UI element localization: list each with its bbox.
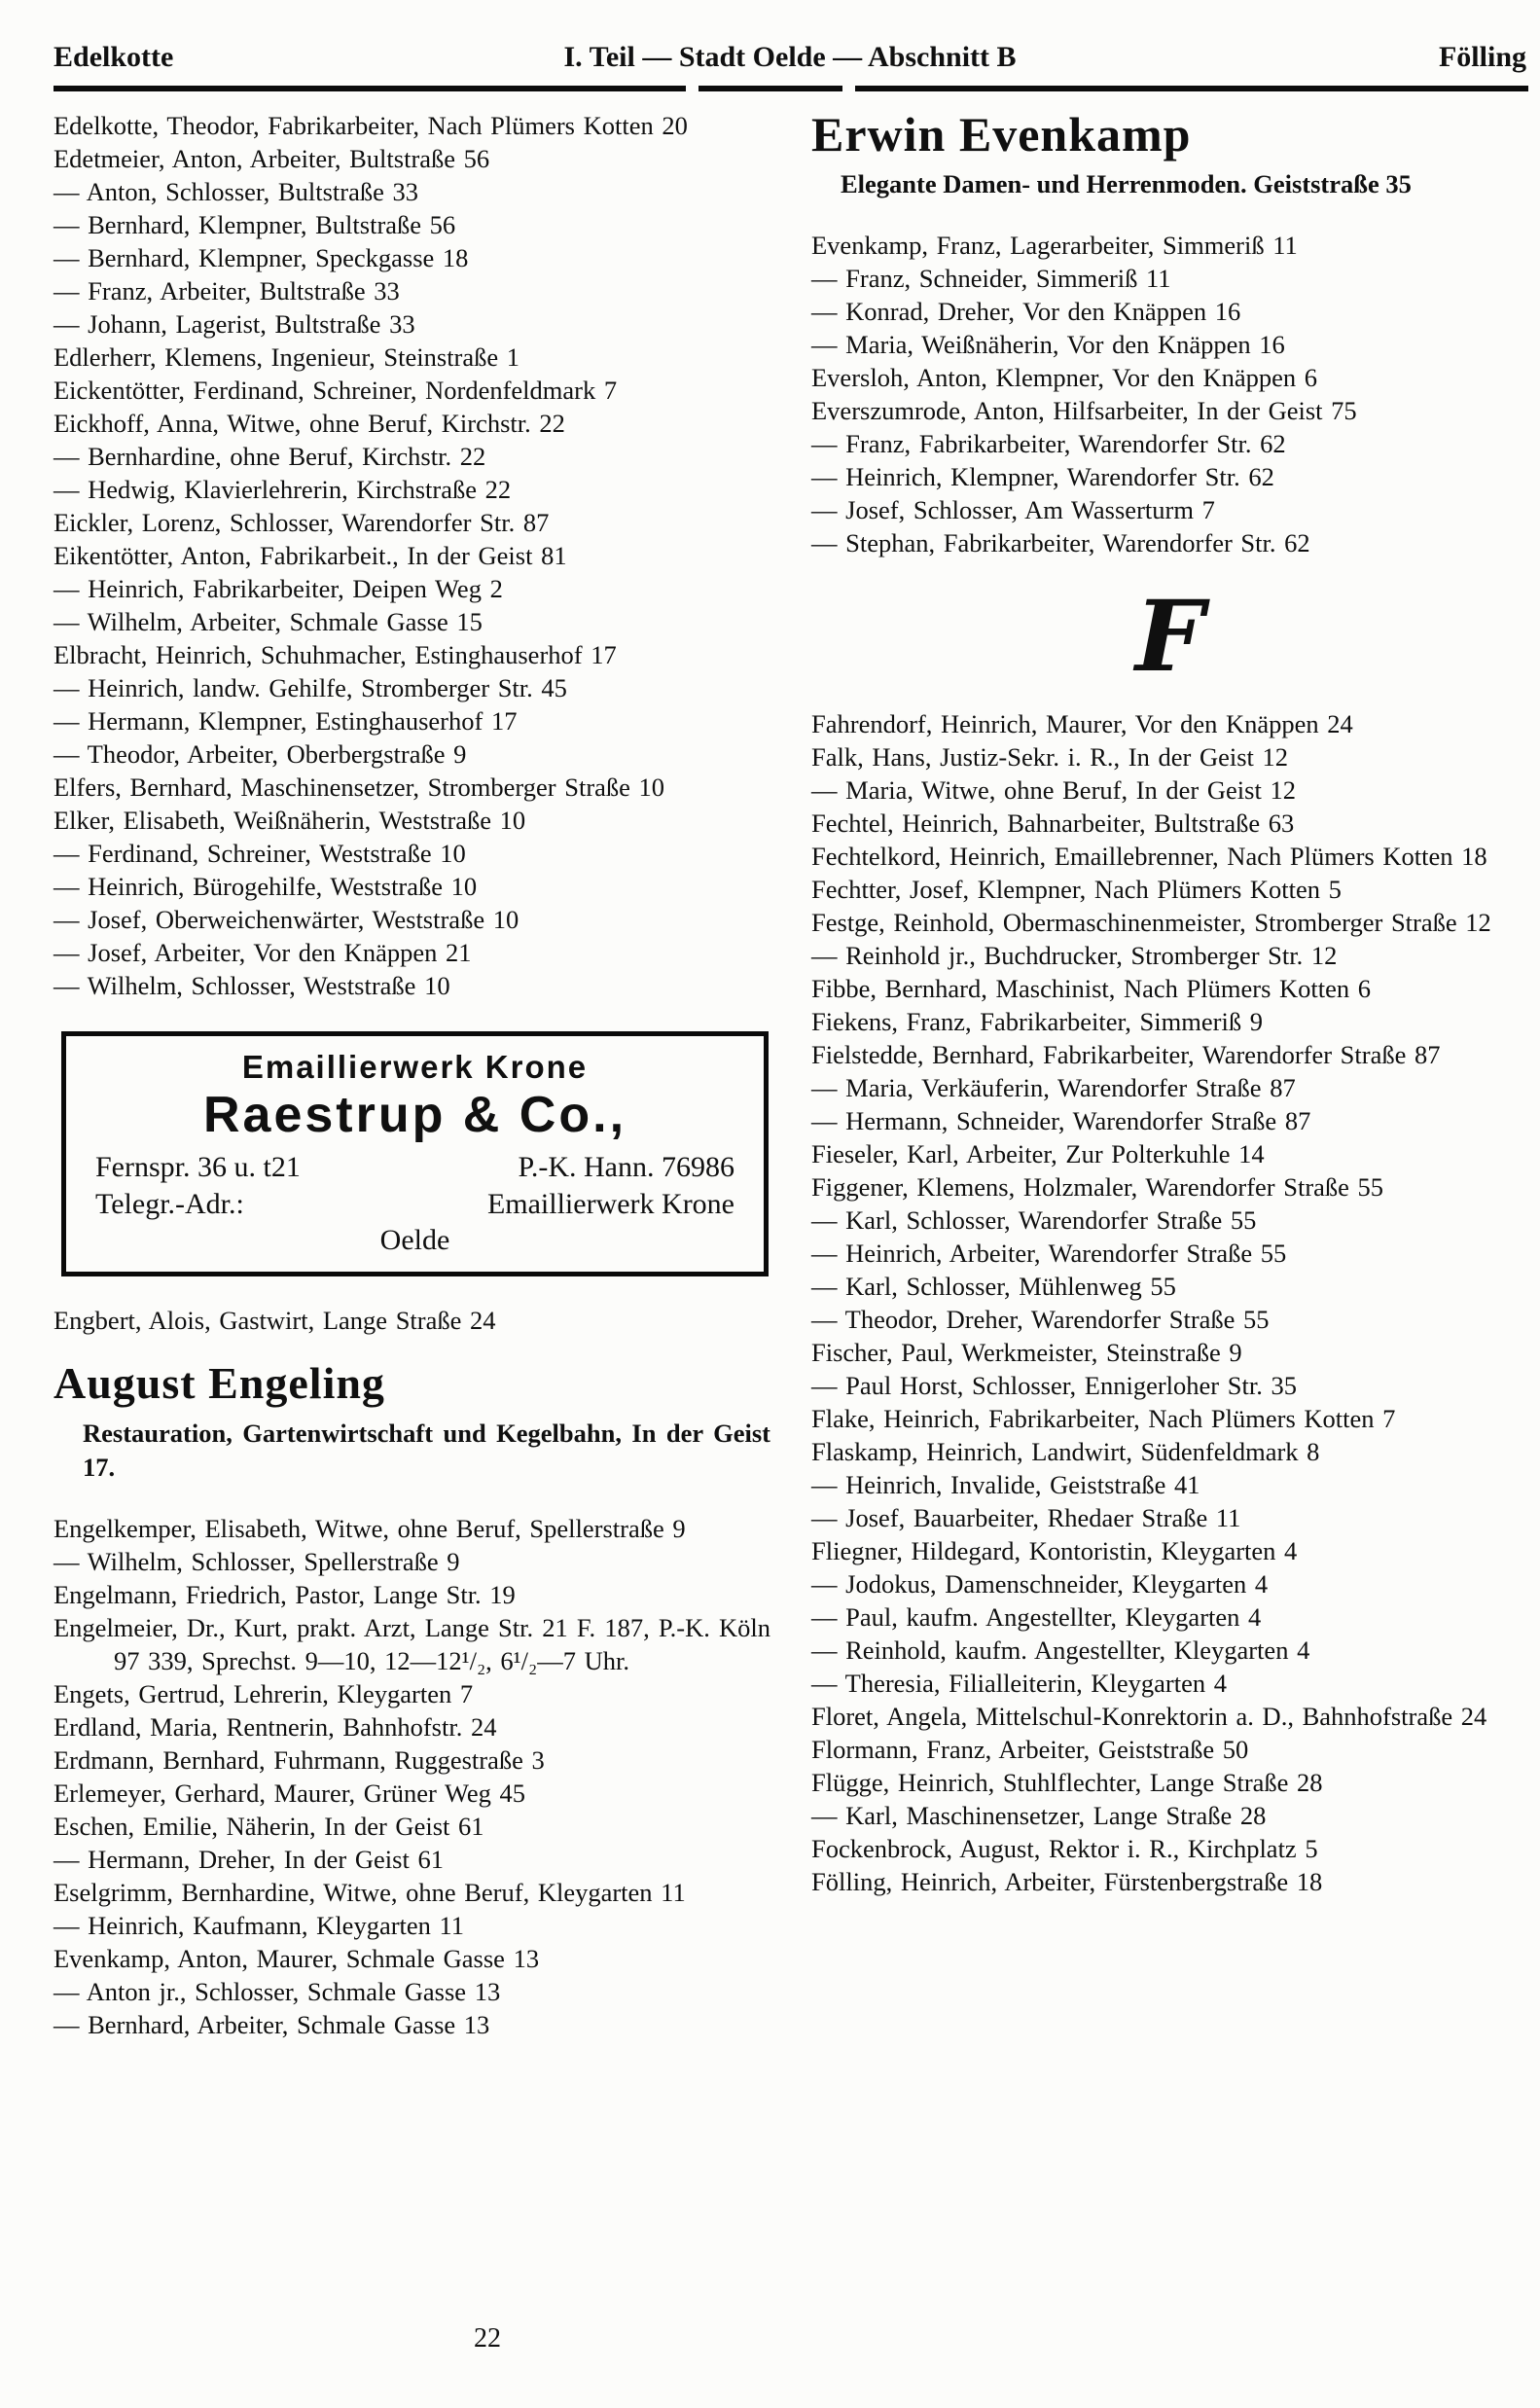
directory-entry: — Heinrich, Klempner, Warendorfer Str. 62	[811, 462, 1274, 491]
directory-entry: — Bernhardine, ohne Beruf, Kirchstr. 22	[54, 442, 486, 471]
directory-entry: — Josef, Oberweichenwärter, Weststraße 10	[54, 905, 519, 934]
directory-entry: Flaskamp, Heinrich, Landwirt, Südenfeldmark 8	[811, 1437, 1320, 1466]
directory-entry: — Bernhard, Arbeiter, Schmale Gasse 13	[54, 2010, 490, 2039]
directory-entry: Fiekens, Franz, Fabrikarbeiter, Simmeriß 9	[811, 1007, 1263, 1036]
directory-entry: — Anton, Schlosser, Bultstraße 33	[54, 177, 418, 206]
directory-entry: — Hermann, Schneider, Warendorfer Straße 87	[811, 1106, 1311, 1135]
directory-entry: Eschen, Emilie, Näherin, In der Geist 61	[54, 1812, 484, 1841]
directory-entry: Elker, Elisabeth, Weißnäherin, Weststraße 10	[54, 806, 526, 835]
right-column	[811, 109, 1528, 2041]
directory-entry: Fliegner, Hildegard, Kontoristin, Kleygarten 4	[811, 1536, 1298, 1565]
directory-entry: Erlemeyer, Gerhard, Maurer, Grüner Weg 45	[54, 1779, 525, 1808]
directory-entry: — Josef, Bauarbeiter, Rhedaer Straße 11	[811, 1503, 1241, 1532]
directory-entry: Edelkotte, Theodor, Fabrikarbeiter, Nach Plümers Kotten 20	[54, 111, 688, 140]
directory-entry: Everszumrode, Anton, Hilfsarbeiter, In der Geist 75	[811, 396, 1357, 425]
directory-entry: Elfers, Bernhard, Maschinensetzer, Stromberger Straße 10	[54, 773, 665, 802]
entries-e-part3	[811, 229, 1528, 559]
directory-entry: — Paul, kaufm. Angestellter, Kleygarten 4	[811, 1602, 1262, 1632]
page-title: I. Teil — Stadt Oelde — Abschnitt B	[563, 41, 1017, 73]
entries-f	[811, 707, 1528, 1898]
directory-entry: Fechtelkord, Heinrich, Emaillebrenner, Nach Plümers Kotten 18	[811, 842, 1487, 871]
directory-entry: Edlerherr, Klemens, Ingenieur, Steinstraße 1	[54, 342, 520, 372]
directory-entry: — Reinhold jr., Buchdrucker, Stromberger Str. 12	[811, 941, 1338, 970]
directory-entry: Eickhoff, Anna, Witwe, ohne Beruf, Kirchstr. 22	[54, 409, 565, 438]
directory-entry: — Theresia, Filialleiterin, Kleygarten 4	[811, 1669, 1227, 1698]
ad-phone: Fernspr. 36 u. t21	[95, 1151, 301, 1183]
header-rule	[54, 86, 1528, 91]
directory-entry: — Bernhard, Klempner, Bultstraße 56	[54, 210, 456, 239]
directory-entry: Eickler, Lorenz, Schlosser, Warendorfer Str. 87	[54, 508, 550, 537]
directory-entry: Eikentötter, Anton, Fabrikarbeit., In der Geist 81	[54, 541, 567, 570]
directory-entry: Elbracht, Heinrich, Schuhmacher, Estinghauserhof 17	[54, 640, 617, 669]
directory-entry: Edetmeier, Anton, Arbeiter, Bultstraße 56	[54, 144, 490, 173]
ad-city: Oelde	[379, 1224, 450, 1256]
section-letter-f: F	[1135, 579, 1204, 694]
directory-entry: — Maria, Weißnäherin, Vor den Knäppen 16	[811, 330, 1285, 359]
directory-entry: — Franz, Arbeiter, Bultstraße 33	[54, 276, 400, 305]
heading-august-engeling-subtitle: Restauration, Gartenwirtschaft und Kegelbahn, In der Geist 17.	[83, 1419, 770, 1482]
directory-entry: — Josef, Schlosser, Am Wasserturm 7	[811, 495, 1215, 524]
directory-entry: — Hermann, Dreher, In der Geist 61	[54, 1845, 444, 1874]
entries-e-part2	[54, 1512, 770, 2041]
ad-telegram-label: Telegr.-Adr.:	[95, 1188, 244, 1220]
directory-entry: — Karl, Maschinensetzer, Lange Straße 28	[811, 1801, 1267, 1830]
directory-entry: Erdland, Maria, Rentnerin, Bahnhofstr. 24	[54, 1712, 497, 1742]
directory-entry: Engelmann, Friedrich, Pastor, Lange Str. 19	[54, 1580, 516, 1609]
directory-entry: — Theodor, Dreher, Warendorfer Straße 55	[811, 1305, 1270, 1334]
ad-postal: P.-K. Hann. 76986	[518, 1151, 734, 1183]
directory-entry: — Karl, Schlosser, Mühlenweg 55	[811, 1272, 1176, 1301]
directory-entry: — Franz, Fabrikarbeiter, Warendorfer Str. 62	[811, 429, 1286, 458]
header-rule-segment	[855, 86, 1528, 91]
directory-entry: — Anton jr., Schlosser, Schmale Gasse 13	[54, 1977, 501, 2006]
entries-e-part1	[54, 109, 770, 1002]
directory-entry: — Konrad, Dreher, Vor den Knäppen 16	[811, 297, 1241, 326]
ad-telegram-value: Emaillierwerk Krone	[486, 1188, 734, 1220]
directory-entry: Fölling, Heinrich, Arbeiter, Fürstenbergstraße 18	[811, 1867, 1323, 1896]
ad-company: Raestrup & Co.,	[202, 1087, 627, 1143]
directory-entry: Figgener, Klemens, Holzmaler, Warendorfer Straße 55	[811, 1172, 1384, 1202]
directory-entry: Engets, Gertrud, Lehrerin, Kleygarten 7	[54, 1679, 474, 1708]
directory-entry: Engelkemper, Elisabeth, Witwe, ohne Beruf, Spellerstraße 9	[54, 1514, 686, 1543]
left-column	[54, 109, 770, 2041]
directory-entry: — Heinrich, landw. Gehilfe, Stromberger Str. 45	[54, 673, 567, 702]
directory-entry: — Maria, Verkäuferin, Warendorfer Straße 87	[811, 1073, 1296, 1102]
directory-entry: — Hermann, Klempner, Estinghauserhof 17	[54, 706, 518, 736]
directory-entry: — Josef, Arbeiter, Vor den Knäppen 21	[54, 938, 472, 967]
header-keyword-left: Edelkotte	[54, 41, 174, 73]
directory-entry: Erdmann, Bernhard, Fuhrmann, Ruggestraße 3	[54, 1745, 545, 1775]
directory-entry: Evenkamp, Franz, Lagerarbeiter, Simmeriß 11	[811, 231, 1298, 260]
directory-entry: Fielstedde, Bernhard, Fabrikarbeiter, Warendorfer Straße 87	[811, 1040, 1441, 1069]
directory-entry: Eversloh, Anton, Klempner, Vor den Knäppen 6	[811, 363, 1318, 392]
directory-entry: Falk, Hans, Justiz-Sekr. i. R., In der Geist 12	[811, 742, 1289, 772]
heading-erwin-evenkamp: Erwin Evenkamp	[811, 107, 1192, 162]
directory-entry: — Reinhold, kaufm. Angestellter, Kleygarten 4	[811, 1635, 1310, 1665]
directory-entry: — Franz, Schneider, Simmeriß 11	[811, 264, 1171, 293]
ad-contact-row	[90, 1149, 740, 1186]
header-keyword-right: Fölling	[1438, 41, 1526, 73]
ad-telegram-row	[90, 1186, 740, 1223]
directory-entry: Fockenbrock, August, Rektor i. R., Kirchplatz 5	[811, 1834, 1318, 1863]
directory-entry: Fieseler, Karl, Arbeiter, Zur Polterkuhle 14	[811, 1139, 1265, 1168]
running-head	[54, 41, 1526, 74]
directory-entry: Eselgrimm, Bernhardine, Witwe, ohne Beruf, Kleygarten 11	[54, 1878, 686, 1907]
ad-raestrup	[61, 1031, 769, 1276]
directory-entry: — Wilhelm, Arbeiter, Schmale Gasse 15	[54, 607, 483, 636]
directory-entry: Engelmeier, Dr., Kurt, prakt. Arzt, Lange Str. 21 F. 187, P.-K. Köln 97 339, Sprechst. 9—10, 12—12¹/₂, 6¹/₂—7 Uhr.	[54, 1613, 770, 1675]
directory-entry: — Johann, Lagerist, Bultstraße 33	[54, 309, 415, 339]
header-rule-segment	[698, 86, 842, 91]
directory-entry: — Wilhelm, Schlosser, Spellerstraße 9	[54, 1547, 460, 1576]
directory-entry: — Ferdinand, Schreiner, Weststraße 10	[54, 839, 466, 868]
page-number: 22	[474, 2323, 501, 2354]
directory-entry: — Heinrich, Arbeiter, Warendorfer Straße 55	[811, 1239, 1287, 1268]
directory-entry: Fechtter, Josef, Klempner, Nach Plümers Kotten 5	[811, 875, 1342, 904]
directory-entry: Fahrendorf, Heinrich, Maurer, Vor den Knäppen 24	[811, 709, 1353, 738]
directory-entry: Flügge, Heinrich, Stuhlflechter, Lange Straße 28	[811, 1768, 1323, 1797]
directory-entry: Evenkamp, Anton, Maurer, Schmale Gasse 13	[54, 1944, 540, 1973]
directory-entry: — Jodokus, Damenschneider, Kleygarten 4	[811, 1569, 1269, 1599]
directory-entry: — Stephan, Fabrikarbeiter, Warendorfer Str. 62	[811, 528, 1310, 557]
heading-erwin-evenkamp-subtitle: Elegante Damen- und Herrenmoden. Geiststraße 35	[841, 169, 1412, 198]
ad-title: Emaillierwerk Krone	[241, 1049, 589, 1085]
directory-entry: Eickentötter, Ferdinand, Schreiner, Nordenfeldmark 7	[54, 376, 618, 405]
directory-entry: — Heinrich, Kaufmann, Kleygarten 11	[54, 1911, 465, 1940]
heading-august-engeling: August Engeling	[54, 1358, 385, 1408]
directory-entry: Festge, Reinhold, Obermaschinenmeister, Stromberger Straße 12	[811, 908, 1491, 937]
directory-entry: Fechtel, Heinrich, Bahnarbeiter, Bultstraße 63	[811, 809, 1295, 838]
directory-entry: — Maria, Witwe, ohne Beruf, In der Geist 12	[811, 775, 1296, 805]
directory-entry: — Heinrich, Fabrikarbeiter, Deipen Weg 2	[54, 574, 503, 603]
directory-entry: — Karl, Schlosser, Warendorfer Straße 55	[811, 1205, 1257, 1235]
directory-entry: — Wilhelm, Schlosser, Weststraße 10	[54, 971, 450, 1000]
directory-entry: Engbert, Alois, Gastwirt, Lange Straße 24	[54, 1306, 496, 1335]
directory-entry: — Theodor, Arbeiter, Oberbergstraße 9	[54, 739, 467, 769]
directory-entry: Floret, Angela, Mittelschul-Konrektorin a. D., Bahnhofstraße 24	[811, 1702, 1487, 1731]
two-column-layout	[54, 109, 1528, 2041]
directory-entry: Flormann, Franz, Arbeiter, Geiststraße 50	[811, 1735, 1249, 1764]
directory-entry: — Paul Horst, Schlosser, Ennigerloher Str. 35	[811, 1371, 1297, 1400]
directory-entry: Flake, Heinrich, Fabrikarbeiter, Nach Plümers Kotten 7	[811, 1404, 1396, 1433]
directory-entry: — Heinrich, Invalide, Geiststraße 41	[811, 1470, 1200, 1499]
directory-entry: Fibbe, Bernhard, Maschinist, Nach Plümers Kotten 6	[811, 974, 1372, 1003]
directory-entry: — Bernhard, Klempner, Speckgasse 18	[54, 243, 469, 272]
directory-entry: Fischer, Paul, Werkmeister, Steinstraße 9	[811, 1338, 1242, 1367]
directory-entry: — Hedwig, Klavierlehrerin, Kirchstraße 22	[54, 475, 512, 504]
header-rule-segment	[54, 86, 686, 91]
directory-entry: — Heinrich, Bürogehilfe, Weststraße 10	[54, 872, 478, 901]
